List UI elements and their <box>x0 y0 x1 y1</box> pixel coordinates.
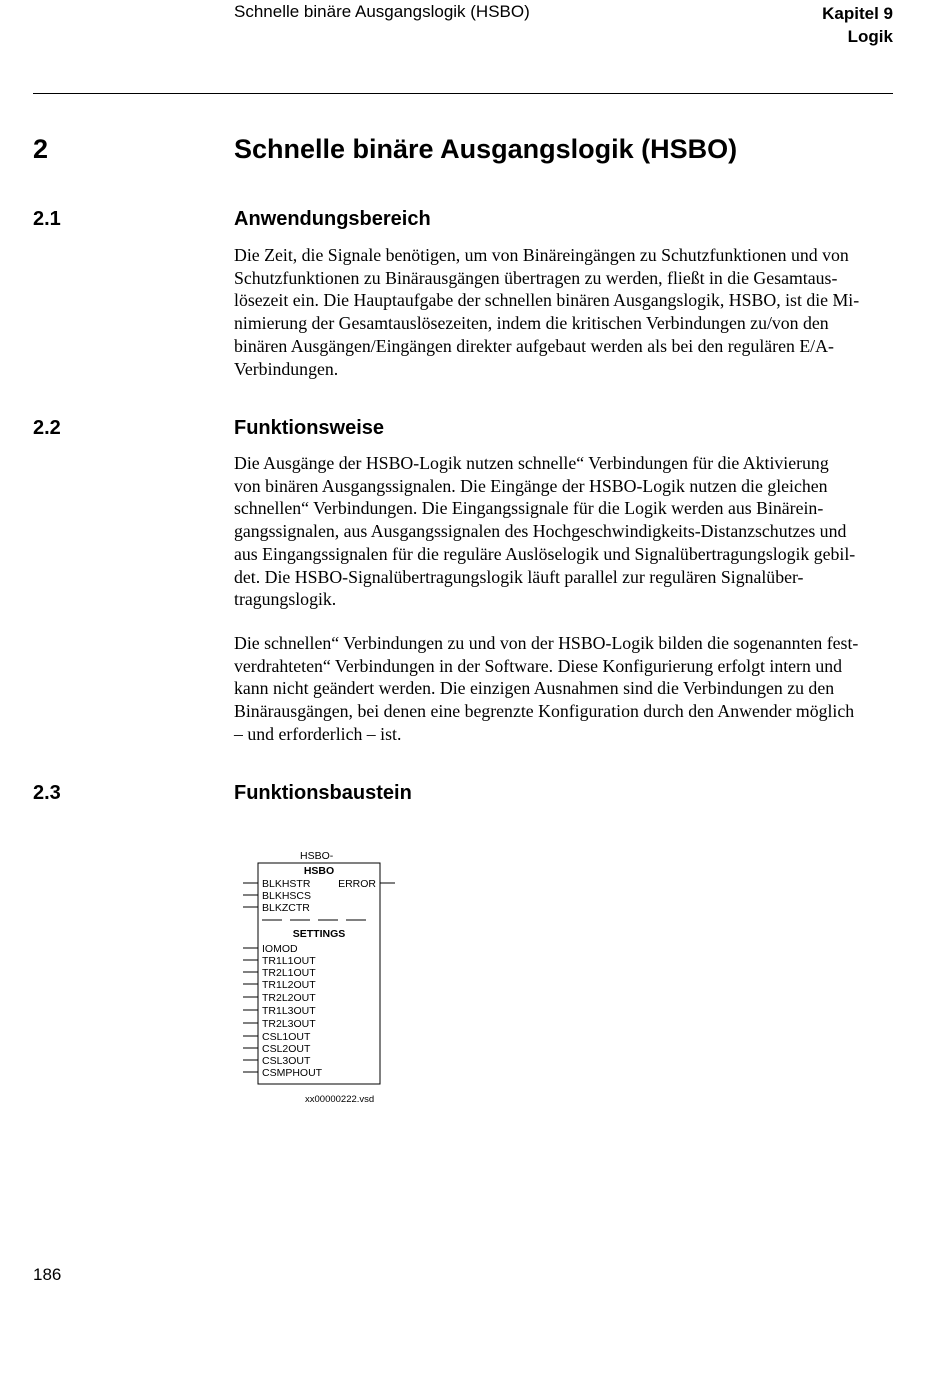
section-2-2-title: Funktionsweise <box>234 417 385 439</box>
setting-pin-label: TR2L3OUT <box>262 1018 316 1030</box>
text-line: von binären Ausgangssignalen. Die Eingänge der HSBO-Logik nutzen die gleichen <box>234 475 828 496</box>
input-pin-label: BLKHSTR <box>262 878 311 890</box>
output-pin-label: ERROR <box>338 878 376 890</box>
text-line: Binärausgängen, bei denen eine begrenzte Konfiguration durch den Anwender möglich <box>234 701 855 722</box>
setting-pin-label: CSL2OUT <box>262 1043 311 1055</box>
settings-label: SETTINGS <box>292 928 346 940</box>
text-line: Die Zeit, die Signale benötigen, um von Binäreingängen zu Schutzfunktionen und von <box>234 245 849 265</box>
text-line: Die schnellen“ Verbindungen zu und von der HSBO-Logik bilden die sogenannten fest- <box>234 633 859 653</box>
section-2-1-number: 2.1 <box>33 208 61 230</box>
setting-pins <box>243 943 323 1079</box>
chapter-name: Logik <box>847 27 893 46</box>
diagram-file-label: xx00000222.vsd <box>305 1094 375 1105</box>
section-2-3-title: Funktionsbaustein <box>234 782 412 804</box>
text-line: gangssignalen, aus Ausgangssignalen des Hochgeschwindigkeits-Distanzschutzes und <box>234 521 847 542</box>
chapter-info <box>822 2 893 48</box>
page-number: 186 <box>33 1265 62 1284</box>
running-title: Schnelle binäre Ausgangslogik (HSBO) <box>234 2 530 21</box>
input-pins <box>243 878 311 914</box>
setting-pin-label: CSMPHOUT <box>262 1067 323 1079</box>
text-line: nimierung der Gesamtauslösezeiten, indem die kritischen Verbindungen zu/von den <box>234 313 829 334</box>
text-line: binären Ausgängen/Eingängen direkter aufgebaut werden als bei den regulären E/A- <box>234 335 834 356</box>
section-2-2-paragraph-2 <box>234 632 894 746</box>
setting-pin-label: TR2L2OUT <box>262 992 316 1004</box>
text-line: tragungslogik. <box>234 589 337 610</box>
section-2-1-title: Anwendungsbereich <box>234 208 431 230</box>
setting-pin-label: CSL3OUT <box>262 1055 311 1067</box>
hsbo-function-block <box>240 846 400 1110</box>
section-2-3-number: 2.3 <box>33 782 61 804</box>
setting-pin-label: TR1L1OUT <box>262 955 316 967</box>
text-line: det. Die HSBO-Signalübertragungslogik läuft parallel zur regulären Signalüber- <box>234 566 804 587</box>
setting-pin-label: TR1L3OUT <box>262 1005 316 1017</box>
section-2-title: Schnelle binäre Ausgangslogik (HSBO) <box>234 134 738 164</box>
header-rule <box>33 93 893 94</box>
text-line: Die Ausgänge der HSBO-Logik nutzen schnelle“ Verbindungen für die Aktivierung <box>234 453 829 473</box>
section-2-number: 2 <box>33 134 49 164</box>
setting-pin-label: IOMOD <box>262 943 298 955</box>
chapter-number: Kapitel 9 <box>822 4 893 23</box>
text-line: schnellen“ Verbindungen. Die Eingangssignale für die Logik werden aus Binärein- <box>234 498 824 519</box>
section-2-1-paragraph <box>234 244 894 380</box>
setting-pin-label: TR2L1OUT <box>262 967 316 979</box>
block-name: HSBO <box>303 865 335 877</box>
block-top-label: HSBO- <box>300 850 334 862</box>
input-pin-label: BLKHSCS <box>262 890 312 902</box>
text-line: Verbindungen. <box>234 358 339 379</box>
text-line: verdrahteten“ Verbindungen in der Software. Diese Konfigurierung erfolgt intern und <box>234 655 842 676</box>
text-line: lösezeit ein. Die Hauptaufgabe der schnellen binären Ausgangslogik, HSBO, ist die Mi- <box>234 290 860 311</box>
text-line: aus Eingangssignalen für die reguläre Auslöselogik und Signalübertragungslogik gebil- <box>234 543 856 564</box>
section-2-2-number: 2.2 <box>33 417 61 439</box>
text-line: Schutzfunktionen zu Binärausgängen übertragen zu werden, fließt in die Gesamtaus- <box>234 267 838 288</box>
input-pin-label: BLKZCTR <box>262 902 310 914</box>
text-line: kann nicht geändert werden. Die einzigen Ausnahmen sind die Verbindungen zu den <box>234 678 835 699</box>
text-line: – und erforderlich – ist. <box>234 723 402 744</box>
section-2-2-paragraph-1 <box>234 452 894 611</box>
setting-pin-label: CSL1OUT <box>262 1031 311 1043</box>
setting-pin-label: TR1L2OUT <box>262 979 316 991</box>
